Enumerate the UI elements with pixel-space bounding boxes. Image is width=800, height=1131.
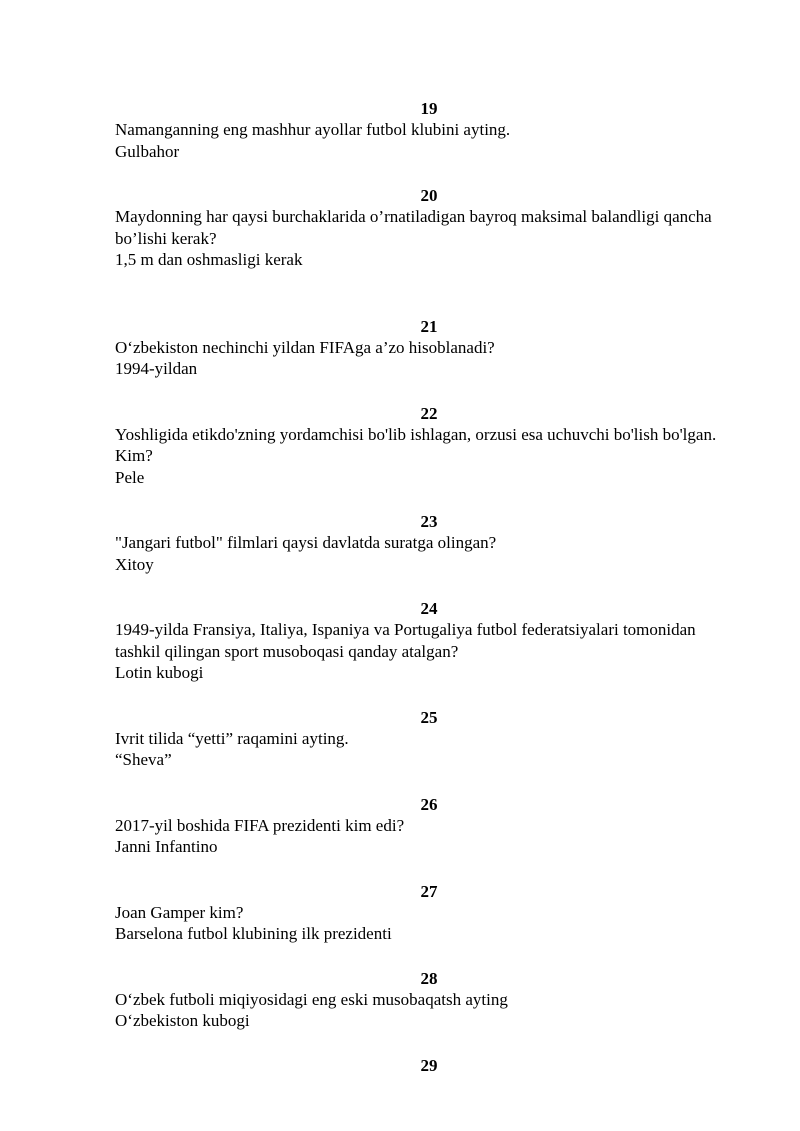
question-text: Ivrit tilida “yetti” raqamini ayting. [115, 728, 349, 748]
question-text: Namanganning eng mashhur ayollar futbol klubini ayting. [115, 120, 511, 139]
question-number: 25 [420, 707, 438, 727]
answer-text: O‘zbekiston kubogi [115, 1011, 250, 1030]
question-number: 24 [420, 599, 438, 618]
question-block-24 [115, 598, 743, 684]
question-block-26 [115, 794, 743, 858]
question-number: 23 [420, 512, 438, 531]
question-block-25 [115, 707, 743, 771]
question-number: 19 [420, 99, 438, 118]
question-number: 29 [420, 1055, 438, 1075]
question-number: 27 [420, 881, 438, 901]
answer-text: Janni Infantino [115, 837, 218, 856]
question-block-29 [115, 1055, 743, 1076]
spacer [115, 684, 743, 707]
answer-text: Barselona futbol klubining ilk prezidenti [115, 924, 392, 943]
spacer [115, 271, 743, 294]
spacer [115, 858, 743, 881]
question-number: 28 [420, 968, 438, 988]
answer-text: “Sheva” [115, 750, 172, 769]
quiz-content [115, 98, 743, 1076]
question-text: Yoshligida etikdo'zning yordamchisi bo'lib ishlagan, orzusi esa uchuvchi bo'lish bo'lgan. Kim? [115, 424, 717, 465]
question-text: 2017-yil boshida FIFA prezidenti kim edi? [115, 815, 405, 835]
spacer [115, 488, 743, 511]
question-text: Maydonning har qaysi burchaklarida o’rnatiladigan bayroq maksimal balandligi qancha bo’lishi kerak? [115, 207, 712, 248]
answer-text: 1994-yildan [115, 359, 198, 378]
question-block-22 [115, 403, 743, 489]
question-block-19 [115, 98, 743, 162]
question-text: "Jangari futbol" filmlari qaysi davlatda suratga olingan? [115, 533, 497, 552]
spacer [115, 162, 743, 185]
question-text: O‘zbek futboli miqiyosidagi eng eski musobaqatsh ayting [115, 989, 508, 1009]
spacer [115, 771, 743, 794]
question-text: O‘zbekiston nechinchi yildan FIFAga a’zo hisoblanadi? [115, 337, 495, 357]
spacer [115, 380, 743, 403]
question-text: Joan Gamper kim? [115, 902, 244, 922]
question-block-20 [115, 185, 743, 271]
question-number: 26 [420, 794, 438, 814]
question-number: 22 [420, 403, 438, 423]
answer-text: Pele [115, 467, 145, 487]
spacer [115, 575, 743, 598]
spacer [115, 294, 743, 316]
question-number: 20 [420, 186, 438, 205]
question-text: 1949-yilda Fransiya, Italiya, Ispaniya va Portugaliya futbol federatsiyalari tomonidan tashkil qilingan sport musoboqasi qanday atalgan? [115, 620, 696, 661]
spacer [115, 1032, 743, 1055]
answer-text: Lotin kubogi [115, 663, 204, 682]
question-number: 21 [420, 316, 438, 336]
answer-text: 1,5 m dan oshmasligi kerak [115, 250, 303, 269]
answer-text: Gulbahor [115, 141, 180, 161]
answer-text: Xitoy [115, 554, 154, 574]
spacer [115, 945, 743, 968]
question-block-28 [115, 968, 743, 1032]
question-block-21 [115, 316, 743, 380]
question-block-23 [115, 511, 743, 575]
question-block-27 [115, 881, 743, 945]
